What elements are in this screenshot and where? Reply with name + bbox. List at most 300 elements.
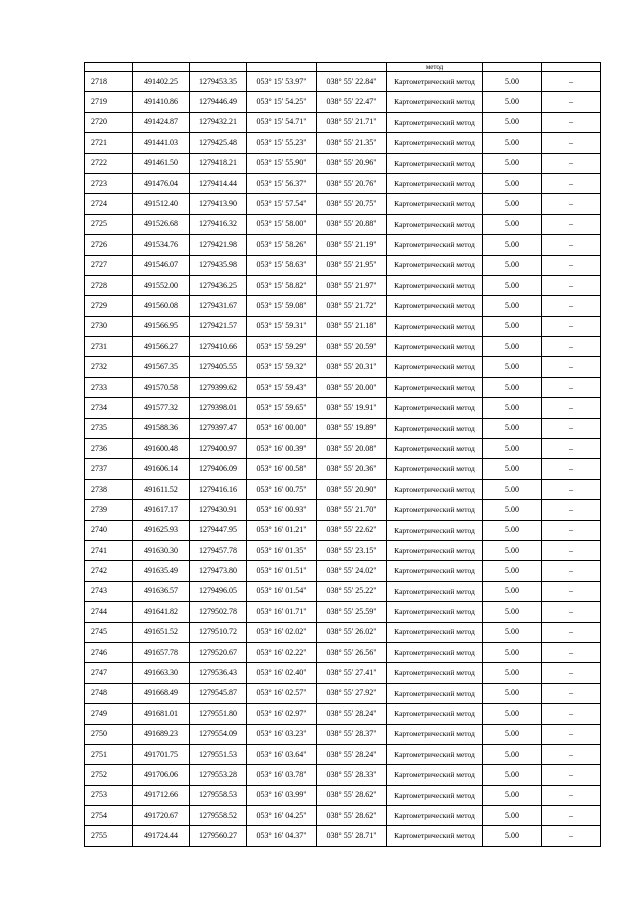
description-cell: – <box>542 194 601 214</box>
method-cell: Картометрический метод <box>387 642 483 662</box>
point-number-cell: 2721 <box>85 133 133 153</box>
table-row <box>85 72 601 92</box>
y-coordinate-cell: 1279421.57 <box>190 316 247 336</box>
longitude-cell: 038° 55' 21.35" <box>317 133 387 153</box>
latitude-cell: 053° 15' 55.23" <box>247 133 317 153</box>
point-number-cell: 2735 <box>85 418 133 438</box>
table-row <box>85 439 601 459</box>
point-number-cell: 2740 <box>85 520 133 540</box>
longitude-cell: 038° 55' 28.24" <box>317 744 387 764</box>
latitude-cell: 053° 16' 01.71" <box>247 602 317 622</box>
point-number-cell: 2745 <box>85 622 133 642</box>
latitude-cell: 053° 16' 02.02" <box>247 622 317 642</box>
coordinates-table <box>84 62 601 847</box>
description-cell: – <box>542 377 601 397</box>
accuracy-cell: 5.00 <box>483 357 542 377</box>
latitude-cell: 053° 16' 03.23" <box>247 724 317 744</box>
point-number-cell: 2744 <box>85 602 133 622</box>
point-number-cell: 2733 <box>85 377 133 397</box>
longitude-cell: 038° 55' 19.91" <box>317 398 387 418</box>
point-number-cell: 2731 <box>85 337 133 357</box>
table-row <box>85 826 601 846</box>
y-coordinate-cell: 1279554.09 <box>190 724 247 744</box>
latitude-cell: 053° 15' 58.63" <box>247 255 317 275</box>
method-cell: Картометрический метод <box>387 602 483 622</box>
method-cell: Картометрический метод <box>387 173 483 193</box>
method-cell: Картометрический метод <box>387 214 483 234</box>
method-cell: Картометрический метод <box>387 744 483 764</box>
y-coordinate-cell: 1279430.91 <box>190 500 247 520</box>
point-number-cell: 2749 <box>85 704 133 724</box>
method-cell: Картометрический метод <box>387 520 483 540</box>
continued-header-row <box>85 63 601 72</box>
table-row <box>85 765 601 785</box>
latitude-cell: 053° 15' 58.00" <box>247 214 317 234</box>
y-coordinate-cell: 1279536.43 <box>190 663 247 683</box>
x-coordinate-cell: 491641.82 <box>133 602 190 622</box>
x-coordinate-cell: 491546.07 <box>133 255 190 275</box>
point-number-cell: 2755 <box>85 826 133 846</box>
point-number-cell: 2752 <box>85 765 133 785</box>
accuracy-cell: 5.00 <box>483 173 542 193</box>
method-cell: Картометрический метод <box>387 357 483 377</box>
latitude-cell: 053° 15' 59.65" <box>247 398 317 418</box>
point-number-cell: 2719 <box>85 92 133 112</box>
longitude-cell: 038° 55' 20.08" <box>317 439 387 459</box>
table-row <box>85 92 601 112</box>
method-cell: Картометрический метод <box>387 153 483 173</box>
x-coordinate-cell: 491461.50 <box>133 153 190 173</box>
description-cell: – <box>542 602 601 622</box>
point-number-cell: 2729 <box>85 296 133 316</box>
accuracy-cell: 5.00 <box>483 704 542 724</box>
y-coordinate-cell: 1279551.80 <box>190 704 247 724</box>
table-row <box>85 112 601 132</box>
point-number-cell: 2732 <box>85 357 133 377</box>
method-cell: Картометрический метод <box>387 275 483 295</box>
latitude-cell: 053° 16' 01.35" <box>247 540 317 560</box>
latitude-cell: 053° 15' 59.32" <box>247 357 317 377</box>
y-coordinate-cell: 1279435.98 <box>190 255 247 275</box>
y-coordinate-cell: 1279520.67 <box>190 642 247 662</box>
latitude-cell: 053° 16' 02.40" <box>247 663 317 683</box>
method-cell: Картометрический метод <box>387 683 483 703</box>
longitude-cell: 038° 55' 25.22" <box>317 581 387 601</box>
table-row <box>85 133 601 153</box>
method-cell: Картометрический метод <box>387 112 483 132</box>
method-cell: Картометрический метод <box>387 785 483 805</box>
method-cell: Картометрический метод <box>387 337 483 357</box>
method-cell: Картометрический метод <box>387 92 483 112</box>
latitude-cell: 053° 16' 02.57" <box>247 683 317 703</box>
method-cell: Картометрический метод <box>387 581 483 601</box>
y-coordinate-cell: 1279418.21 <box>190 153 247 173</box>
accuracy-cell: 5.00 <box>483 479 542 499</box>
x-coordinate-cell: 491668.49 <box>133 683 190 703</box>
table-row <box>85 377 601 397</box>
accuracy-cell: 5.00 <box>483 683 542 703</box>
accuracy-cell: 5.00 <box>483 194 542 214</box>
table-row <box>85 744 601 764</box>
x-coordinate-cell: 491577.32 <box>133 398 190 418</box>
y-coordinate-cell: 1279551.53 <box>190 744 247 764</box>
x-coordinate-cell: 491663.30 <box>133 663 190 683</box>
longitude-cell: 038° 55' 21.97" <box>317 275 387 295</box>
y-coordinate-cell: 1279405.55 <box>190 357 247 377</box>
x-coordinate-cell: 491512.40 <box>133 194 190 214</box>
x-coordinate-cell: 491630.30 <box>133 540 190 560</box>
longitude-cell: 038° 55' 25.59" <box>317 602 387 622</box>
longitude-cell: 038° 55' 20.75" <box>317 194 387 214</box>
y-coordinate-cell: 1279447.95 <box>190 520 247 540</box>
latitude-cell: 053° 16' 03.99" <box>247 785 317 805</box>
description-cell: – <box>542 255 601 275</box>
point-number-cell: 2720 <box>85 112 133 132</box>
accuracy-cell: 5.00 <box>483 133 542 153</box>
table-row <box>85 235 601 255</box>
point-number-cell: 2734 <box>85 398 133 418</box>
table-row <box>85 296 601 316</box>
latitude-cell: 053° 15' 58.26" <box>247 235 317 255</box>
longitude-cell: 038° 55' 23.15" <box>317 540 387 560</box>
table-row <box>85 214 601 234</box>
x-coordinate-cell: 491570.58 <box>133 377 190 397</box>
description-cell: – <box>542 642 601 662</box>
table-row <box>85 540 601 560</box>
point-number-cell: 2748 <box>85 683 133 703</box>
method-cell: Картометрический метод <box>387 704 483 724</box>
method-cell: Картометрический метод <box>387 439 483 459</box>
description-cell: – <box>542 704 601 724</box>
x-coordinate-cell: 491402.25 <box>133 72 190 92</box>
y-coordinate-cell: 1279453.35 <box>190 72 247 92</box>
latitude-cell: 053° 16' 04.37" <box>247 826 317 846</box>
accuracy-cell: 5.00 <box>483 92 542 112</box>
longitude-cell: 038° 55' 20.88" <box>317 214 387 234</box>
table-row <box>85 602 601 622</box>
latitude-cell: 053° 15' 53.97" <box>247 72 317 92</box>
method-fragment: метод <box>387 63 483 72</box>
x-coordinate-cell: 491724.44 <box>133 826 190 846</box>
accuracy-cell: 5.00 <box>483 785 542 805</box>
x-coordinate-cell: 491566.27 <box>133 337 190 357</box>
description-cell: – <box>542 296 601 316</box>
point-number-cell: 2736 <box>85 439 133 459</box>
description-cell: – <box>542 765 601 785</box>
y-coordinate-cell: 1279398.01 <box>190 398 247 418</box>
longitude-cell: 038° 55' 28.62" <box>317 785 387 805</box>
point-number-cell: 2754 <box>85 806 133 826</box>
x-coordinate-cell: 491651.52 <box>133 622 190 642</box>
description-cell: – <box>542 316 601 336</box>
y-coordinate-cell: 1279414.44 <box>190 173 247 193</box>
description-cell: – <box>542 92 601 112</box>
point-number-cell: 2722 <box>85 153 133 173</box>
method-cell: Картометрический метод <box>387 255 483 275</box>
accuracy-cell: 5.00 <box>483 744 542 764</box>
y-coordinate-cell: 1279413.90 <box>190 194 247 214</box>
longitude-cell: 038° 55' 21.71" <box>317 112 387 132</box>
x-coordinate-cell: 491606.14 <box>133 459 190 479</box>
x-coordinate-cell: 491534.76 <box>133 235 190 255</box>
latitude-cell: 053° 15' 57.54" <box>247 194 317 214</box>
longitude-cell: 038° 55' 19.89" <box>317 418 387 438</box>
latitude-cell: 053° 15' 56.37" <box>247 173 317 193</box>
table-row <box>85 459 601 479</box>
point-number-cell: 2726 <box>85 235 133 255</box>
description-cell: – <box>542 683 601 703</box>
latitude-cell: 053° 16' 00.00" <box>247 418 317 438</box>
point-number-cell: 2746 <box>85 642 133 662</box>
description-cell: – <box>542 459 601 479</box>
description-cell: – <box>542 72 601 92</box>
longitude-cell: 038° 55' 20.59" <box>317 337 387 357</box>
accuracy-cell: 5.00 <box>483 316 542 336</box>
longitude-cell: 038° 55' 26.02" <box>317 622 387 642</box>
latitude-cell: 053° 16' 02.97" <box>247 704 317 724</box>
method-cell: Картометрический метод <box>387 561 483 581</box>
point-number-cell: 2751 <box>85 744 133 764</box>
y-coordinate-cell: 1279431.67 <box>190 296 247 316</box>
latitude-cell: 053° 15' 59.29" <box>247 337 317 357</box>
table-row <box>85 683 601 703</box>
x-coordinate-cell: 491600.48 <box>133 439 190 459</box>
latitude-cell: 053° 16' 03.64" <box>247 744 317 764</box>
description-cell: – <box>542 744 601 764</box>
x-coordinate-cell: 491706.06 <box>133 765 190 785</box>
longitude-cell: 038° 55' 22.47" <box>317 92 387 112</box>
method-cell: Картометрический метод <box>387 72 483 92</box>
latitude-cell: 053° 16' 00.75" <box>247 479 317 499</box>
x-coordinate-cell: 491560.08 <box>133 296 190 316</box>
table-row <box>85 316 601 336</box>
x-coordinate-cell: 491681.01 <box>133 704 190 724</box>
description-cell: – <box>542 724 601 744</box>
accuracy-cell: 5.00 <box>483 377 542 397</box>
table-row <box>85 337 601 357</box>
table-row <box>85 785 601 805</box>
table-row <box>85 622 601 642</box>
latitude-cell: 053° 15' 55.90" <box>247 153 317 173</box>
method-cell: Картометрический метод <box>387 826 483 846</box>
latitude-cell: 053° 16' 02.22" <box>247 642 317 662</box>
point-number-cell: 2737 <box>85 459 133 479</box>
longitude-cell: 038° 55' 28.33" <box>317 765 387 785</box>
accuracy-cell: 5.00 <box>483 439 542 459</box>
accuracy-cell: 5.00 <box>483 459 542 479</box>
accuracy-cell: 5.00 <box>483 275 542 295</box>
x-coordinate-cell: 491635.49 <box>133 561 190 581</box>
description-cell: – <box>542 357 601 377</box>
latitude-cell: 053° 15' 59.31" <box>247 316 317 336</box>
table-row <box>85 418 601 438</box>
accuracy-cell: 5.00 <box>483 540 542 560</box>
method-cell: Картометрический метод <box>387 316 483 336</box>
x-coordinate-cell: 491410.86 <box>133 92 190 112</box>
method-cell: Картометрический метод <box>387 500 483 520</box>
longitude-cell: 038° 55' 22.84" <box>317 72 387 92</box>
longitude-cell: 038° 55' 20.00" <box>317 377 387 397</box>
method-cell: Картометрический метод <box>387 398 483 418</box>
point-number-cell: 2738 <box>85 479 133 499</box>
method-cell: Картометрический метод <box>387 806 483 826</box>
x-coordinate-cell: 491441.03 <box>133 133 190 153</box>
accuracy-cell: 5.00 <box>483 153 542 173</box>
method-cell: Картометрический метод <box>387 724 483 744</box>
y-coordinate-cell: 1279560.27 <box>190 826 247 846</box>
point-number-cell: 2747 <box>85 663 133 683</box>
description-cell: – <box>542 153 601 173</box>
x-coordinate-cell: 491689.23 <box>133 724 190 744</box>
point-number-cell: 2727 <box>85 255 133 275</box>
longitude-cell: 038° 55' 21.70" <box>317 500 387 520</box>
latitude-cell: 053° 15' 58.82" <box>247 275 317 295</box>
description-cell: – <box>542 663 601 683</box>
description-cell: – <box>542 622 601 642</box>
accuracy-cell: 5.00 <box>483 500 542 520</box>
y-coordinate-cell: 1279473.80 <box>190 561 247 581</box>
latitude-cell: 053° 16' 00.58" <box>247 459 317 479</box>
y-coordinate-cell: 1279421.98 <box>190 235 247 255</box>
longitude-cell: 038° 55' 21.18" <box>317 316 387 336</box>
method-cell: Картометрический метод <box>387 133 483 153</box>
description-cell: – <box>542 806 601 826</box>
accuracy-cell: 5.00 <box>483 642 542 662</box>
table-row <box>85 194 601 214</box>
description-cell: – <box>542 133 601 153</box>
description-cell: – <box>542 500 601 520</box>
x-coordinate-cell: 491424.87 <box>133 112 190 132</box>
description-cell: – <box>542 275 601 295</box>
table-row <box>85 398 601 418</box>
table-row <box>85 153 601 173</box>
y-coordinate-cell: 1279397.47 <box>190 418 247 438</box>
table-row <box>85 561 601 581</box>
accuracy-cell: 5.00 <box>483 561 542 581</box>
table-row <box>85 704 601 724</box>
method-cell: Картометрический метод <box>387 296 483 316</box>
accuracy-cell: 5.00 <box>483 337 542 357</box>
x-coordinate-cell: 491720.67 <box>133 806 190 826</box>
latitude-cell: 053° 15' 54.25" <box>247 92 317 112</box>
y-coordinate-cell: 1279558.52 <box>190 806 247 826</box>
table-row <box>85 173 601 193</box>
x-coordinate-cell: 491625.93 <box>133 520 190 540</box>
accuracy-cell: 5.00 <box>483 765 542 785</box>
x-coordinate-cell: 491611.52 <box>133 479 190 499</box>
longitude-cell: 038° 55' 20.90" <box>317 479 387 499</box>
description-cell: – <box>542 418 601 438</box>
y-coordinate-cell: 1279502.78 <box>190 602 247 622</box>
table-row <box>85 500 601 520</box>
accuracy-cell: 5.00 <box>483 581 542 601</box>
latitude-cell: 053° 16' 01.21" <box>247 520 317 540</box>
latitude-cell: 053° 16' 04.25" <box>247 806 317 826</box>
longitude-cell: 038° 55' 27.92" <box>317 683 387 703</box>
accuracy-cell: 5.00 <box>483 255 542 275</box>
point-number-cell: 2753 <box>85 785 133 805</box>
latitude-cell: 053° 16' 00.93" <box>247 500 317 520</box>
x-coordinate-cell: 491526.68 <box>133 214 190 234</box>
description-cell: – <box>542 479 601 499</box>
longitude-cell: 038° 55' 20.76" <box>317 173 387 193</box>
accuracy-cell: 5.00 <box>483 235 542 255</box>
description-cell: – <box>542 826 601 846</box>
description-cell: – <box>542 520 601 540</box>
description-cell: – <box>542 561 601 581</box>
description-cell: – <box>542 439 601 459</box>
method-cell: Картометрический метод <box>387 540 483 560</box>
description-cell: – <box>542 398 601 418</box>
method-cell: Картометрический метод <box>387 377 483 397</box>
y-coordinate-cell: 1279416.16 <box>190 479 247 499</box>
description-cell: – <box>542 581 601 601</box>
longitude-cell: 038° 55' 28.37" <box>317 724 387 744</box>
longitude-cell: 038° 55' 22.62" <box>317 520 387 540</box>
point-number-cell: 2743 <box>85 581 133 601</box>
description-cell: – <box>542 540 601 560</box>
longitude-cell: 038° 55' 24.02" <box>317 561 387 581</box>
table-row <box>85 255 601 275</box>
accuracy-cell: 5.00 <box>483 602 542 622</box>
method-cell: Картометрический метод <box>387 418 483 438</box>
latitude-cell: 053° 16' 03.78" <box>247 765 317 785</box>
x-coordinate-cell: 491657.78 <box>133 642 190 662</box>
y-coordinate-cell: 1279553.28 <box>190 765 247 785</box>
description-cell: – <box>542 112 601 132</box>
table-row <box>85 806 601 826</box>
y-coordinate-cell: 1279436.25 <box>190 275 247 295</box>
method-cell: Картометрический метод <box>387 194 483 214</box>
y-coordinate-cell: 1279457.78 <box>190 540 247 560</box>
x-coordinate-cell: 491588.36 <box>133 418 190 438</box>
table-row <box>85 520 601 540</box>
point-number-cell: 2750 <box>85 724 133 744</box>
x-coordinate-cell: 491552.00 <box>133 275 190 295</box>
y-coordinate-cell: 1279558.53 <box>190 785 247 805</box>
table-row <box>85 581 601 601</box>
y-coordinate-cell: 1279400.97 <box>190 439 247 459</box>
y-coordinate-cell: 1279410.66 <box>190 337 247 357</box>
point-number-cell: 2730 <box>85 316 133 336</box>
x-coordinate-cell: 491636.57 <box>133 581 190 601</box>
y-coordinate-cell: 1279446.49 <box>190 92 247 112</box>
y-coordinate-cell: 1279496.05 <box>190 581 247 601</box>
accuracy-cell: 5.00 <box>483 520 542 540</box>
latitude-cell: 053° 15' 59.08" <box>247 296 317 316</box>
longitude-cell: 038° 55' 28.24" <box>317 704 387 724</box>
x-coordinate-cell: 491701.75 <box>133 744 190 764</box>
point-number-cell: 2725 <box>85 214 133 234</box>
accuracy-cell: 5.00 <box>483 622 542 642</box>
x-coordinate-cell: 491567.35 <box>133 357 190 377</box>
accuracy-cell: 5.00 <box>483 296 542 316</box>
y-coordinate-cell: 1279425.48 <box>190 133 247 153</box>
longitude-cell: 038° 55' 20.31" <box>317 357 387 377</box>
accuracy-cell: 5.00 <box>483 826 542 846</box>
latitude-cell: 053° 16' 01.51" <box>247 561 317 581</box>
coordinates-table-sheet <box>84 62 600 847</box>
longitude-cell: 038° 55' 26.56" <box>317 642 387 662</box>
longitude-cell: 038° 55' 27.41" <box>317 663 387 683</box>
description-cell: – <box>542 235 601 255</box>
accuracy-cell: 5.00 <box>483 724 542 744</box>
latitude-cell: 053° 16' 01.54" <box>247 581 317 601</box>
accuracy-cell: 5.00 <box>483 663 542 683</box>
method-cell: Картометрический метод <box>387 459 483 479</box>
accuracy-cell: 5.00 <box>483 806 542 826</box>
point-number-cell: 2724 <box>85 194 133 214</box>
